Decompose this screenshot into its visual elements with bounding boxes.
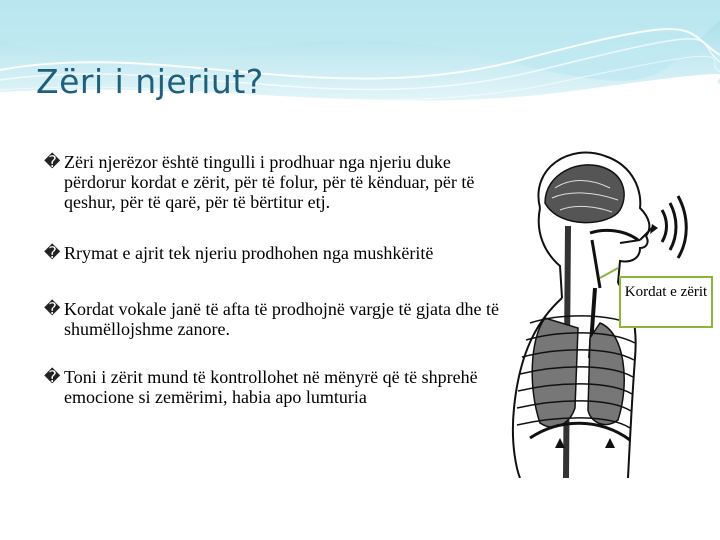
bullet-glyph: �	[44, 152, 61, 171]
bullet-item	[44, 299, 514, 339]
bullet-glyph: �	[44, 299, 61, 318]
bullet-glyph: �	[44, 243, 61, 262]
bullet-item	[44, 243, 514, 263]
bullet-list	[44, 152, 514, 435]
bullet-text: Zëri njerëzor është tingulli i prodhuar nga njeriu duke përdorur kordat e zërit, për të folur, për të kënduar, për të qeshur, për të qarë, për të bërtitur etj.	[64, 152, 475, 212]
bullet-text: Kordat vokale janë të afta të prodhojnë vargje të gjata dhe të shumëllojshme zanore.	[64, 299, 499, 339]
slide-title: Zëri i njeriut?	[36, 62, 264, 101]
bullet-text: Rrymat e ajrit tek njeriu prodhohen nga mushkëritë	[64, 243, 434, 263]
vocal-cords-callout: Kordat e zërit	[619, 276, 713, 328]
bullet-glyph: �	[44, 367, 61, 386]
bullet-item	[44, 367, 514, 407]
bullet-item	[44, 152, 514, 212]
bullet-text: Toni i zërit mund të kontrollohet në mënyrë që të shprehë emocione si zemërimi, habia apo lumturia	[64, 367, 478, 407]
